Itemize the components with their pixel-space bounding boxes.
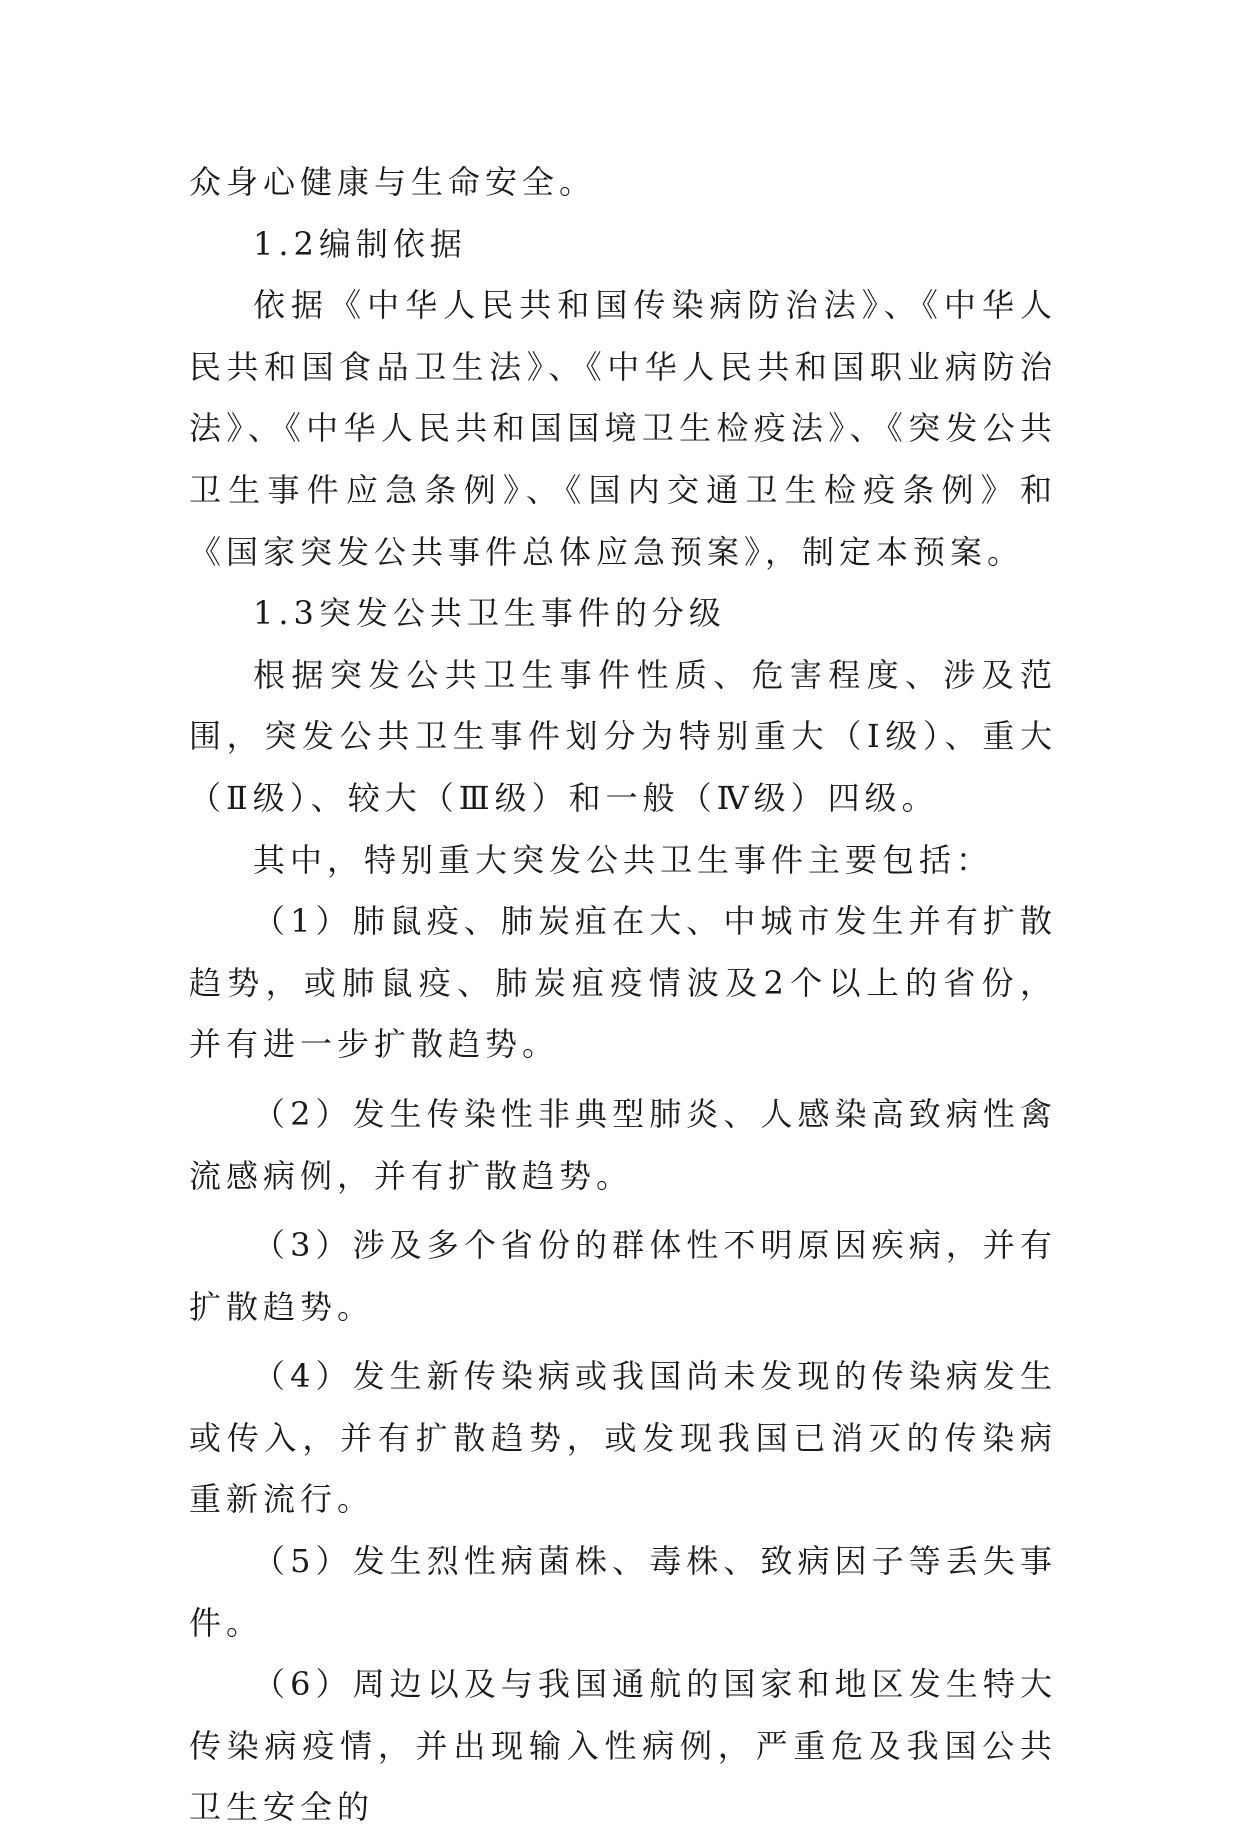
- paragraph-legal-basis: 依据《中华人民共和国传染病防治法》、《中华人民共和国食品卫生法》、《中华人民共和国职业病防治法》、《中华人民共和国国境卫生检疫法》、《突发公共卫生事件应急条例》、《国内交通卫生检疫条例》和《国家突发公共事件总体应急预案》，制定本预案。: [189, 286, 1057, 571]
- paragraph-continuation: 众身心健康与生命安全。: [189, 163, 597, 201]
- list-item-2: （2）发生传染性非典型肺炎、人感染高致病性禽流感病例，并有扩散趋势。: [189, 1094, 1057, 1195]
- list-item-1: （1）肺鼠疫、肺炭疽在大、中城市发生并有扩散趋势，或肺鼠疫、肺炭疽疫情波及2个以上的省份，并有进一步扩散趋势。: [189, 902, 1057, 1064]
- section-heading-1-3: 1.3突发公共卫生事件的分级: [253, 594, 726, 633]
- paragraph-classification: 根据突发公共卫生事件性质、危害程度、涉及范围，突发公共卫生事件划分为特别重大（Ⅰ级）、重大（Ⅱ级）、较大（Ⅲ级）和一般（Ⅳ级）四级。: [189, 655, 1057, 817]
- section-heading-1-2: 1.2编制依据: [253, 224, 467, 263]
- paragraph-intro-list: 其中，特别重大突发公共卫生事件主要包括：: [253, 840, 994, 879]
- list-item-6: （6）周边以及与我国通航的国家和地区发生特大传染病疫情，并出现输入性病例，严重危及我国公共卫生安全的: [189, 1665, 1057, 1827]
- list-item-5: （5）发生烈性病菌株、毒株、致病因子等丢失事件。: [189, 1542, 1057, 1642]
- list-item-3: （3）涉及多个省份的群体性不明原因疾病，并有扩散趋势。: [189, 1226, 1057, 1326]
- document-body: [189, 152, 1057, 1839]
- list-item-4: （4）发生新传染病或我国尚未发现的传染病发生或传入，并有扩散趋势，或发现我国已消灭的传染病重新流行。: [189, 1357, 1057, 1519]
